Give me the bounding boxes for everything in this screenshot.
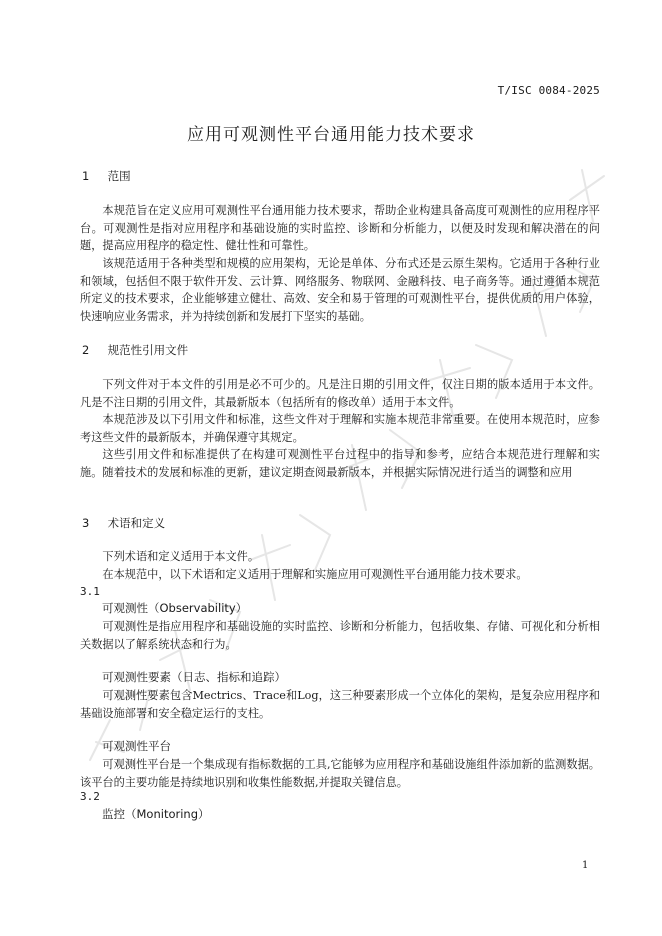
paragraph: 在本规范中，以下术语和定义适用于理解和实施应用可观测性平台通用能力技术要求。: [102, 568, 528, 581]
paragraph: 本规范涉及以下引用文件和标准，这些文件对于理解和实施本规范非常重要。在使用本规范时，应参考这些文件的最新版本，并确保遵守其规定。: [80, 413, 600, 444]
document-title: 应用可观测性平台通用能力技术要求: [187, 125, 475, 145]
section-heading-scope: [82, 168, 131, 184]
paragraph: 这些引用文件和标准提供了在构建可观测性平台过程中的指导和参考，应结合本规范进行理解和实施。随着技术的发展和标准的更新，建议定期查阅最新版本，并根据实际情况进行适当的调整和应用: [80, 448, 600, 479]
section-title: 术语和定义: [107, 516, 166, 530]
page-number: 1: [582, 860, 589, 871]
standard-code: T/ISC 0084-2025: [497, 84, 600, 97]
paragraph: 下列文件对于本文件的引用是必不可少的。凡是注日期的引用文件，仅注日期的版本适用于本文件。凡是不注日期的引用文件，其最新版本（包括所有的修改单）适用于本文件。: [80, 378, 600, 409]
section-number: 3: [82, 516, 90, 530]
paragraph: 本规范旨在定义应用可观测性平台通用能力技术要求，帮助企业构建具备高度可观测性的应用程序平台。可观测性是指对应用程序和基础设施的实时监控、诊断和分析能力，以便及时发现和解决潜在的问题，提高应用程序的稳定性、健壮性和可靠性。: [80, 204, 600, 252]
term-title-platform: 可观测性平台: [102, 739, 171, 753]
section-number: 1: [82, 169, 90, 183]
term-definition: 可观测性是指应用程序和基础设施的实时监控、诊断和分析能力，包括收集、存储、可视化和分析相关数据以了解系统状态和行为。: [80, 620, 600, 651]
term-title-elements: 可观测性要素（日志、指标和追踪）: [102, 670, 286, 684]
section-title: 规范性引用文件: [107, 343, 189, 357]
term-definition: 可观测性平台是一个集成现有指标数据的工具,它能够为应用程序和基础设施组件添加新的监测数据。该平台的主要功能是持续地识别和收集性能数据,并提取关键信息。: [80, 758, 600, 789]
section-heading-normative-references: [82, 342, 188, 358]
clause-number: 3.2: [80, 790, 100, 803]
section-heading-terms: [82, 515, 165, 531]
term-title-monitoring: 监控（Monitoring）: [102, 807, 210, 821]
section-number: 2: [82, 343, 90, 357]
paragraph: 该规范适用于各种类型和规模的应用架构，无论是单体、分布式还是云原生架构。它适用于各种行业和领域，包括但不限于软件开发、云计算、网络服务、物联网、金融科技、电子商务等。通过遵循本规范所定义的技术要求，企业能够建立健壮、高效、安全和易于管理的可观测性平台，提供优质的用户体验，快速响应业务需求，并为持续创新和发展打下坚实的基础。: [80, 257, 600, 323]
paragraph: 下列术语和定义适用于本文件。: [102, 550, 260, 563]
term-definition: 可观测性要素包含Mectrics、Trace和Log，这三种要素形成一个立体化的架构，是复杂应用程序和基础设施部署和安全稳定运行的支柱。: [80, 689, 600, 720]
section-title: 范围: [107, 169, 131, 183]
term-title-observability: 可观测性（Observability）: [102, 601, 248, 615]
clause-number: 3.1: [80, 585, 100, 598]
